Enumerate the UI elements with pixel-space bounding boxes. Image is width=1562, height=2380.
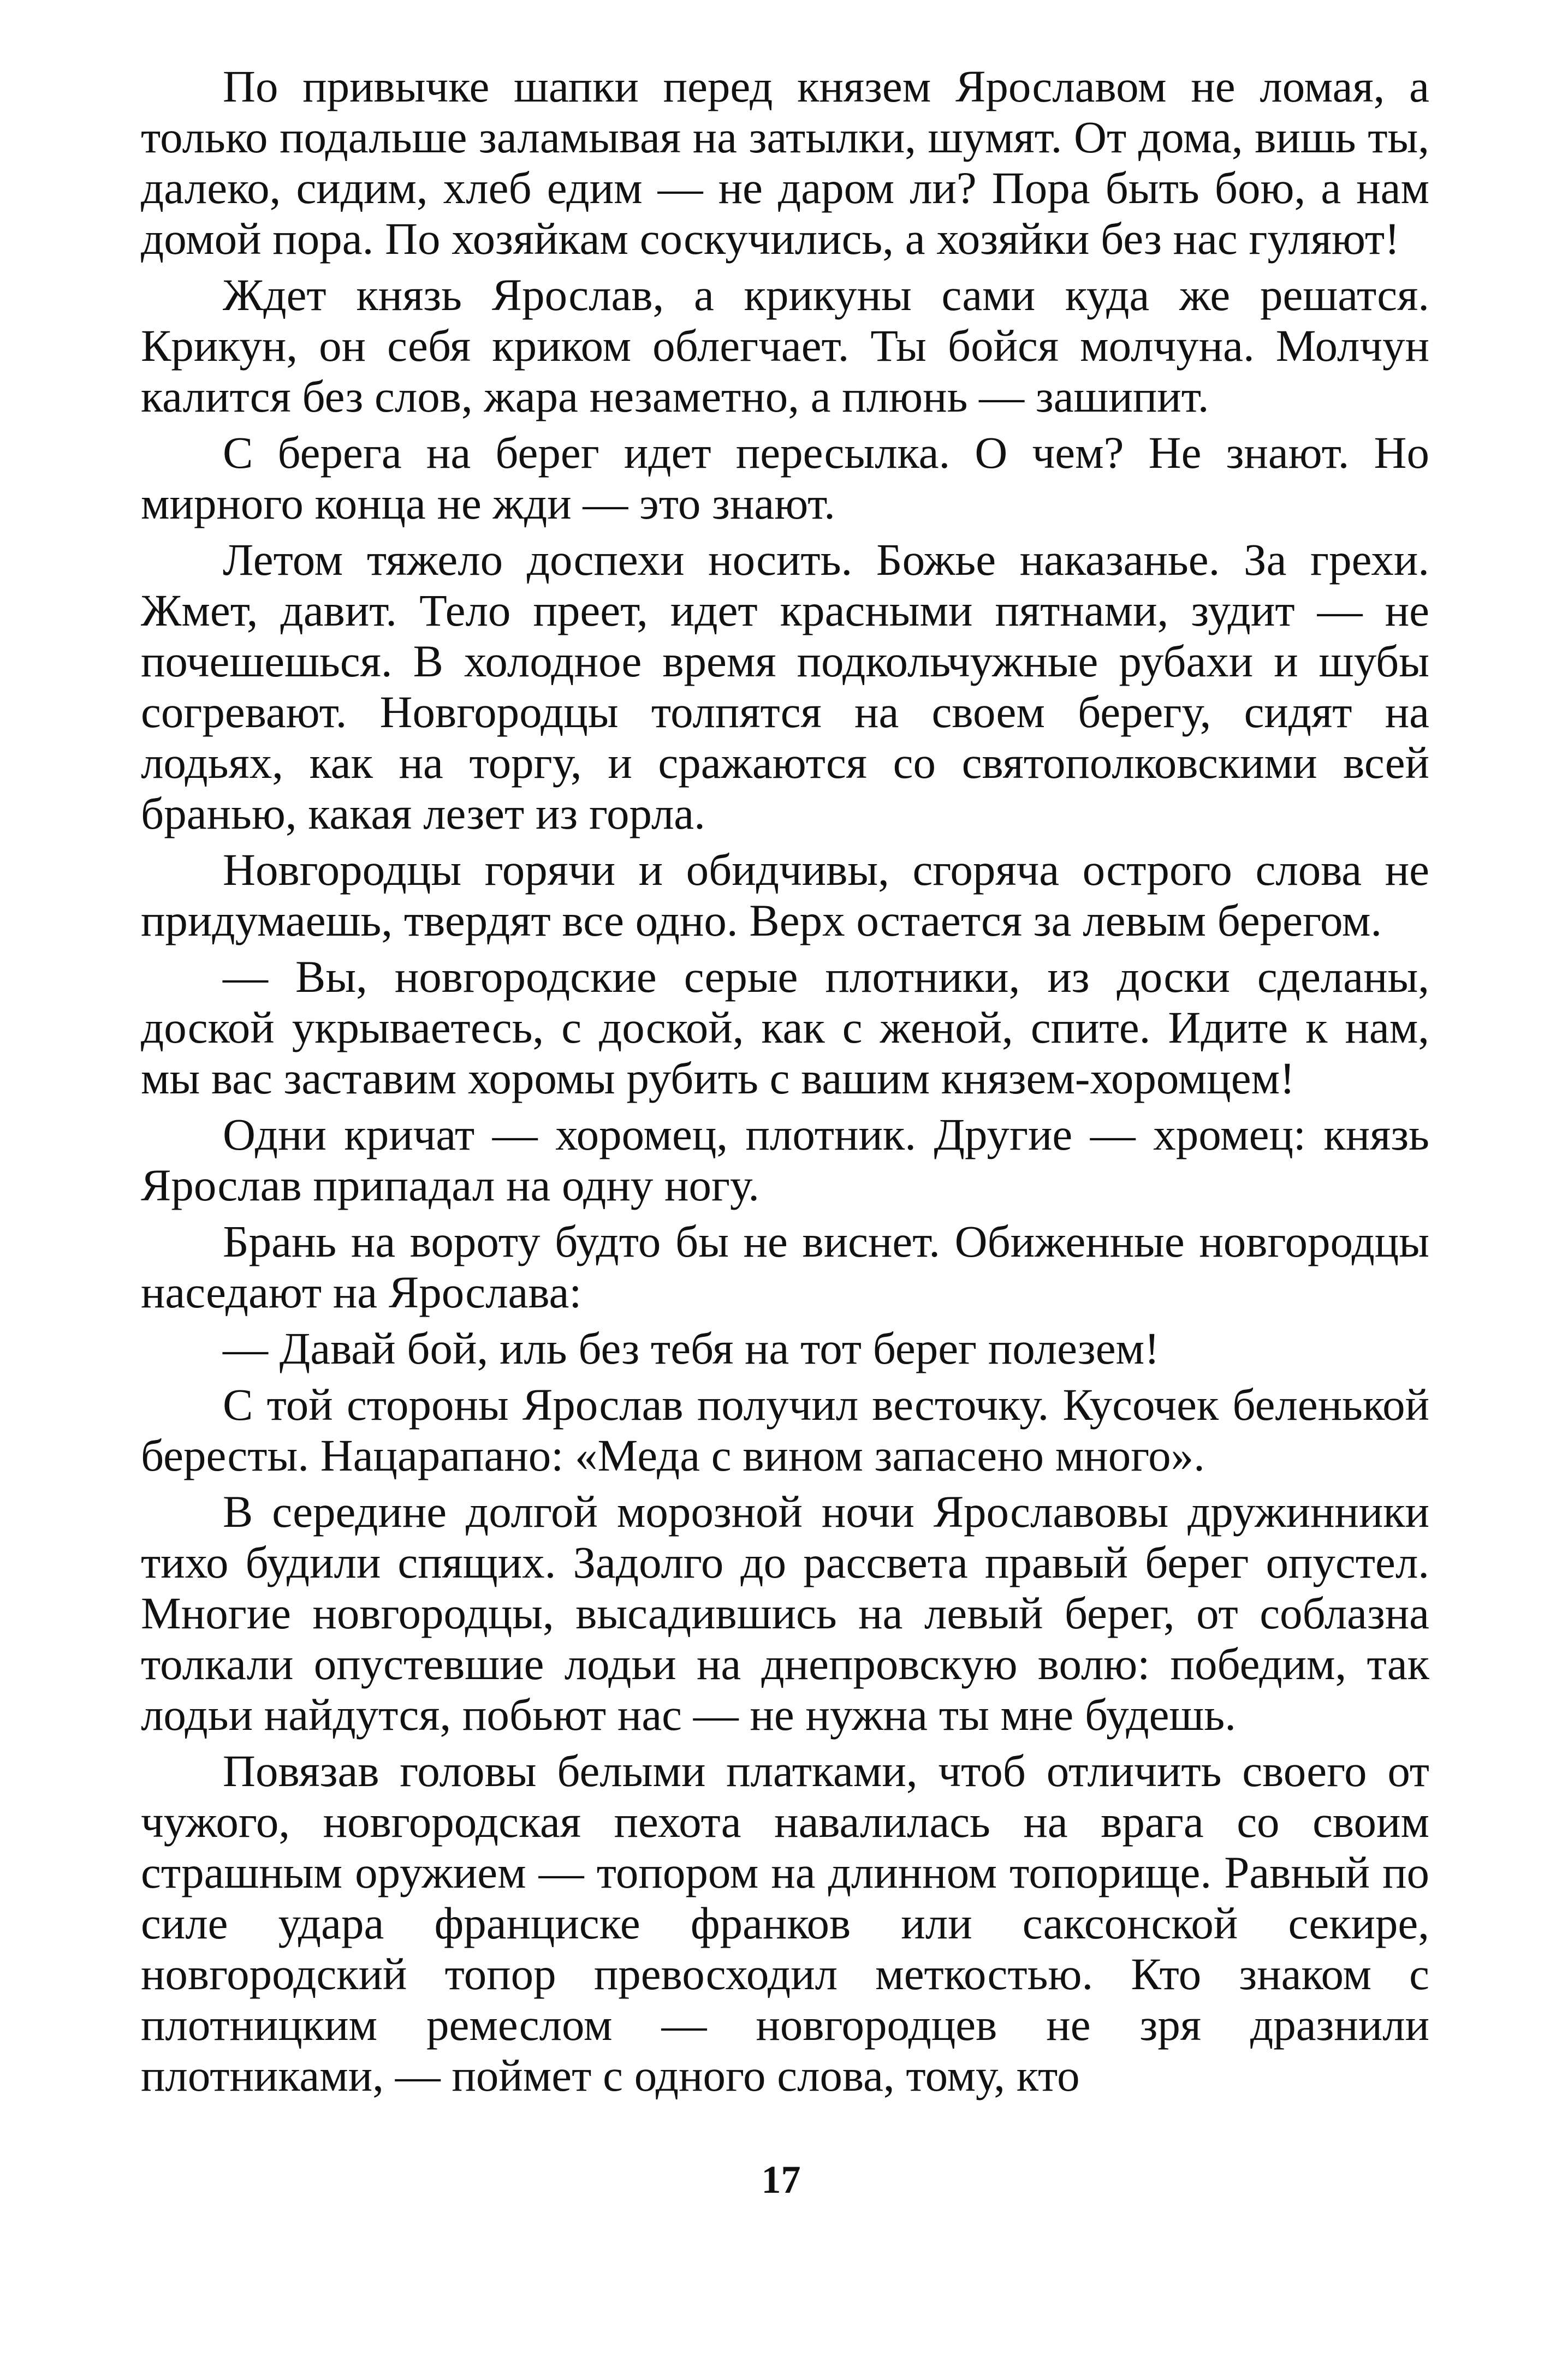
paragraph-7: Одни кричат — хоромец, плотник. Другие — хромец: князь Ярослав припадал на одну ногу. [141, 1109, 1429, 1210]
paragraph-5: Новгородцы горячи и обидчивы, сгоряча острого слова не придумаешь, твердят все одно. Верх остается за левым берегом. [141, 844, 1429, 945]
paragraph-9: — Давай бой, иль без тебя на тот берег полезем! [223, 1323, 1160, 1373]
paragraph-8: Брань на вороту будто бы не виснет. Обиженные новгородцы наседают на Ярослава: [141, 1216, 1429, 1317]
paragraph-3: С берега на берег идет пересылка. О чем? Не знают. Но мирного конца не жди — это знают. [141, 427, 1429, 528]
paragraph-1: По привычке шапки перед князем Ярославом не ломая, а только подальше заламывая на затылки, шумят. От дома, вишь ты, далеко, сидим, хлеб едим — не даром ли? Пора быть бою, а нам домой пора. По хозяйкам соскучились, а хозяйки без нас гуляют! [141, 61, 1429, 264]
page-number: 17 [761, 2158, 801, 2202]
paragraph-10: С той стороны Ярослав получил весточку. Кусочек беленькой бересты. Нацарапано: «Меда с вином запасено много». [141, 1379, 1429, 1480]
paragraph-12: Повязав головы белыми платками, чтоб отличить своего от чужого, новгородская пехота навалилась на врага со своим страшным оружием — топором на длинном топорище. Равный по силе удара франциске франков или саксонской секире, новгородский топор превосходил меткостью. Кто знаком с плотницким ремеслом — новгородцев не зря дразнили плотниками, — поймет с одного слова, тому, кто [141, 1746, 1429, 2101]
body-text [141, 61, 1429, 2107]
paragraph-11: В середине долгой морозной ночи Ярославовы дружинники тихо будили спящих. Задолго до рассвета правый берег опустел. Многие новгородцы, высадившись на левый берег, от соблазна толкали опустевшие лодьи на днепровскую волю: победим, так лодьи найдутся, побьют нас — не нужна ты мне будешь. [141, 1486, 1429, 1740]
paragraph-2: Ждет князь Ярослав, а крикуны сами куда же решатся. Крикун, он себя криком облегчает. Ты бойся молчуна. Молчун калится без слов, жара незаметно, а плюнь — зашипит. [141, 270, 1429, 421]
paragraph-4: Летом тяжело доспехи носить. Божье наказанье. За грехи. Жмет, давит. Тело преет, идет красными пятнами, зудит — не почешешься. В холодное время подкольчужные рубахи и шубы согревают. Новгородцы толпятся на своем берегу, сидят на лодьях, как на торгу, и сражаются со святополковскими всей бранью, какая лезет из горла. [141, 534, 1429, 838]
paragraph-6: — Вы, новгородские серые плотники, из доски сделаны, доской укрываетесь, с доской, как с женой, спите. Идите к нам, мы вас заставим хоромы рубить с вашим князем-хоромцем! [141, 951, 1429, 1103]
